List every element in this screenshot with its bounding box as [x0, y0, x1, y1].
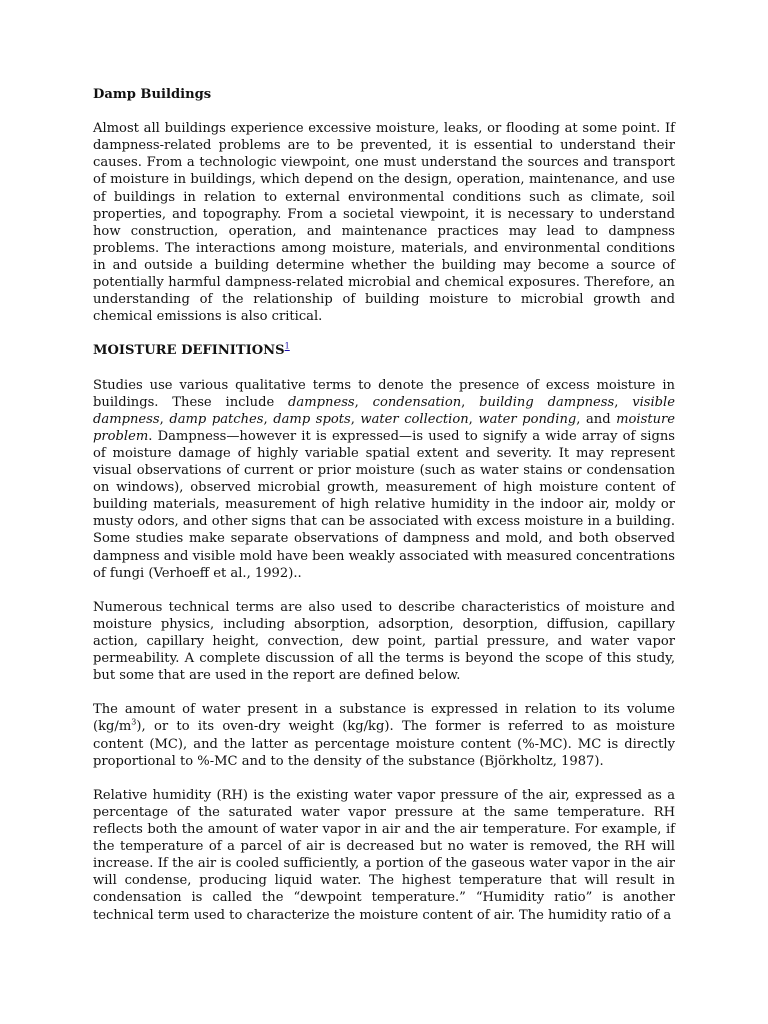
term: water collection — [360, 411, 469, 427]
section-heading-text: MOISTURE DEFINITIONS — [93, 343, 285, 359]
moisture-content-paragraph — [93, 701, 675, 769]
separator: , — [354, 394, 373, 410]
paragraph-text: ), or to its oven-dry weight (kg/kg). The former is referred to as moisture content (MC), and the latter as percentage moisture content (%-MC). MC is directly proportional to %-MC and to the density of the substance (Björkholtz, 1987). — [93, 719, 675, 769]
term: moisture problem — [93, 411, 676, 444]
document-title: Damp Buildings — [93, 87, 212, 102]
paragraph-text: Studies use various qualitative terms to denote the presence of excess moisture in buildings. These include — [93, 377, 675, 410]
technical-terms-paragraph: Numerous technical terms are also used to describe characteristics of moisture and moisture physics, including absorption, adsorption, desorption, diffusion, capillary action, capillary height, convection, dew point, partial pressure, and water vapor permeability. A complete discussion of all the terms is beyond the scope of this study, but some that are used in the report are defined below. — [93, 599, 675, 684]
term: water ponding — [478, 411, 577, 427]
term: damp patches — [169, 411, 264, 427]
document-page — [93, 86, 675, 924]
footnote-link[interactable]: 1 — [284, 342, 290, 352]
separator: , — [350, 411, 361, 427]
spacer — [93, 684, 675, 701]
spacer — [93, 582, 675, 599]
paragraph-text: The amount of water present in a substance is expressed in relation to its volume (kg/m — [93, 702, 675, 735]
spacer — [93, 103, 675, 120]
spacer — [93, 360, 675, 377]
separator: , — [461, 394, 480, 410]
term: condensation — [372, 394, 462, 410]
term: dampness — [288, 394, 355, 410]
separator: , — [263, 411, 274, 427]
relative-humidity-paragraph: Relative humidity (RH) is the existing water vapor pressure of the air, expressed as a percentage of the saturated water vapor pressure at the same temperature. RH reflects both the amount of water vapor in air and the air temperature. For example, if the temperature of a parcel of air is decreased but no water is removed, the RH will increase. If the air is cooled sufficiently, a portion of the gaseous water vapor in the air will condense, producing liquid water. The highest temperature that will result in condensation is called the “dewpoint temperature.” “Humidity ratio” is another technical term used to characterize the moisture content of air. The humidity ratio of a — [93, 787, 675, 923]
separator: , — [159, 411, 170, 427]
separator: , — [614, 394, 633, 410]
superscript: 3 — [131, 718, 137, 728]
section-heading — [93, 342, 675, 359]
spacer — [93, 325, 675, 342]
intro-paragraph: Almost all buildings experience excessive moisture, leaks, or flooding at some point. If dampness-related problems are to be prevented, it is essential to understand their causes. From a technologic viewpoint, one must understand the sources and transport of moisture in buildings, which depend on the design, operation, maintenance, and use of buildings in relation to external environmental conditions such as climate, soil properties, and topography. From a societal viewpoint, it is necessary to understand how construction, operation, and maintenance practices may lead to dampness problems. The interactions among moisture, materials, and environmental conditions in and outside a building determine whether the building may become a source of potentially harmful dampness-related microbial and chemical exposures. Therefore, an understanding of the relationship of building moisture to microbial growth and chemical emissions is also critical. — [93, 121, 675, 325]
spacer — [93, 770, 675, 787]
separator: , — [468, 411, 479, 427]
term: visible dampness — [93, 394, 675, 427]
definitions-paragraph — [93, 377, 675, 582]
separator: , and — [576, 411, 617, 427]
term: building dampness — [479, 394, 615, 410]
paragraph-text: . Dampness—however it is expressed—is used to signify a wide array of signs of moisture damage of highly variable spatial extent and severity. It may represent visual observations of current or prior moisture (such as water stains or condensation on windows), observed microbial growth, measurement of high moisture content of building materials, measurement of high relative humidity in the indoor air, moldy or musty odors, and other signs that can be associated with excess moisture in a building. Some studies make separate observations of dampness and mold, and both observed dampness and visible mold have been weakly associated with measured concentrations of fungi (Verhoeff et al., 1992).. — [93, 428, 675, 581]
term: damp spots — [273, 411, 351, 427]
